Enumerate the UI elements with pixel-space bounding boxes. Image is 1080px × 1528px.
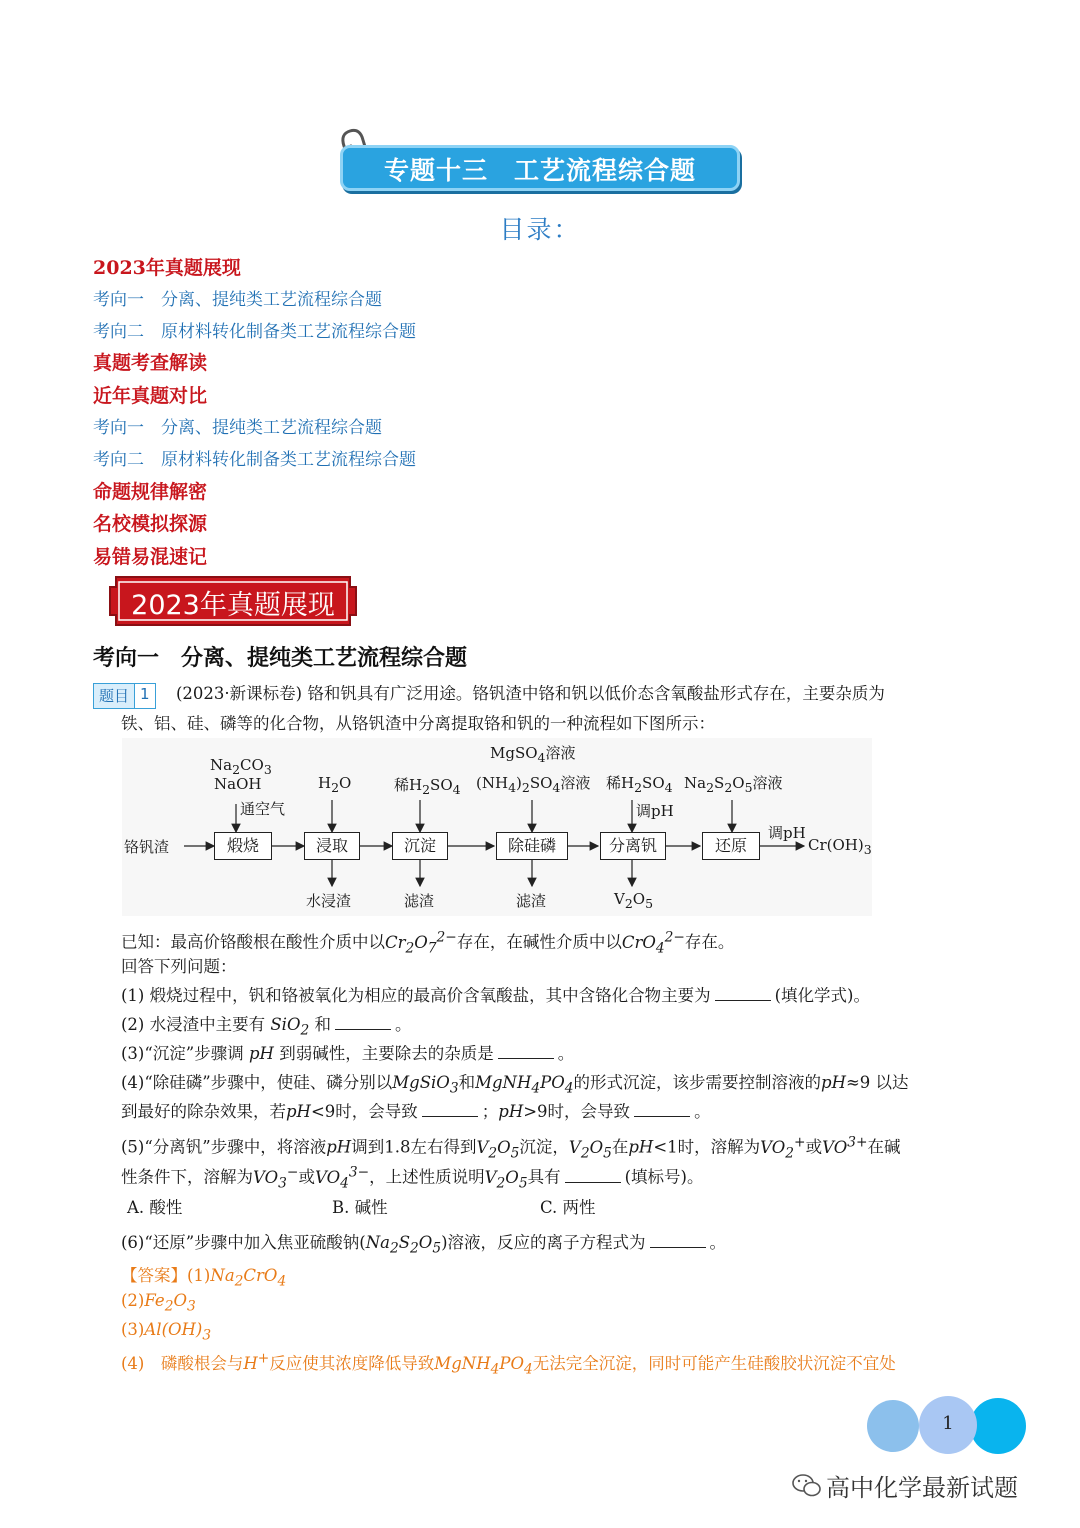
- subquestion-4-cont: 到最好的除杂效果，若pH<9时，会导致 ；pH>9时，会导致 。: [121, 1102, 711, 1121]
- footer-watermark: 高中化学最新试题: [792, 1468, 1018, 1505]
- toc-item[interactable]: 考向一 分离、提纯类工艺流程综合题: [93, 418, 382, 438]
- reagent-label: 调pH: [636, 802, 674, 820]
- answer-blank[interactable]: [335, 1015, 391, 1030]
- section-banner: [108, 573, 358, 629]
- reagent-label: NaOH: [214, 775, 262, 793]
- answer-blank[interactable]: [715, 986, 771, 1001]
- toc-item[interactable]: 考向二 原材料转化制备类工艺流程综合题: [93, 450, 416, 470]
- output-label: 滤渣: [404, 892, 435, 910]
- question-intro: (2023·新课标卷) 铬和钒具有广泛用途。铬钒渣中铬和钒以低价态含氧酸盐形式存在，主要杂质为: [176, 684, 885, 703]
- subquestion-3: (3)“沉淀”步骤调 pH 到弱碱性，主要除去的杂质是 。: [121, 1044, 575, 1063]
- flow-step: 还原: [702, 832, 760, 860]
- reagent-label: 稀$H_2SO_4$: [606, 774, 673, 795]
- process-flowchart: [122, 738, 872, 916]
- question-intro: 铁、铝、硅、磷等的化合物，从铬钒渣中分离提取铬和钒的一种流程如下图所示：: [121, 714, 715, 733]
- answer-2: $(2)Fe_2O_3$: [121, 1291, 196, 1315]
- section-banner-text: 2023年真题展现: [131, 590, 335, 621]
- option-b[interactable]: B. 碱性: [332, 1198, 388, 1217]
- output-label: $V_2O_5$: [614, 890, 654, 911]
- reagent-label: $(NH_4)_2SO_4$溶液: [476, 774, 591, 795]
- answer-blank[interactable]: [422, 1102, 478, 1117]
- flow-end: $Cr(OH)_3$: [808, 836, 872, 857]
- flow-step: 分离钒: [600, 832, 666, 860]
- toc-item[interactable]: 考向一 分离、提纯类工艺流程综合题: [93, 290, 382, 310]
- answer-1: 【答案】$(1)Na_2CrO_4$: [121, 1266, 287, 1290]
- reagent-label: 通空气: [240, 800, 286, 818]
- answer-blank[interactable]: [565, 1168, 621, 1183]
- answer-blank[interactable]: [650, 1233, 706, 1248]
- toc-item[interactable]: 2023年真题展现: [93, 257, 241, 279]
- answer-prompt: 回答下列问题：: [121, 957, 237, 976]
- subquestion-2: (2) 水浸渣中主要有 SiO$_2$ 和 。: [121, 1015, 412, 1039]
- subquestion-5: (5)“分离钒”步骤中，将溶液pH调到1.8左右得到$V_2O_5$沉淀，$V_2O_5$在pH<1时，溶解为$VO_2^+$或$VO^{3+}$在碱: [121, 1134, 901, 1161]
- question-tag: [93, 683, 156, 709]
- reagent-label: 稀$H_2SO_4$: [394, 776, 461, 797]
- decorative-circle: [970, 1398, 1026, 1454]
- flow-step: 除硅磷: [496, 832, 568, 860]
- page-title: 专题十三 工艺流程综合题: [383, 156, 696, 185]
- toc-title: 目录：: [499, 215, 581, 244]
- question-tag-label: 题目: [99, 687, 130, 705]
- direction-heading: 考向一 分离、提纯类工艺流程综合题: [93, 646, 468, 671]
- reagent-label: $Na_2CO_3$: [210, 756, 272, 777]
- reagent-label: 调pH: [768, 824, 806, 842]
- toc-item[interactable]: 命题规律解密: [93, 481, 208, 503]
- question-number: 1: [134, 684, 155, 708]
- title-banner: [340, 145, 740, 191]
- subquestion-6: (6)“还原”步骤中加入焦亚硫酸钠$(Na_2S_2O_5)$溶液，反应的离子方程式为 。: [121, 1233, 726, 1257]
- toc-item[interactable]: 易错易混速记: [93, 546, 208, 568]
- option-c[interactable]: C. 两性: [540, 1198, 596, 1217]
- output-label: 滤渣: [516, 892, 547, 910]
- wechat-icon: [792, 1473, 822, 1505]
- flow-step: 沉淀: [392, 832, 448, 860]
- subquestion-4: (4)“除硅磷”步骤中，使硅、磷分别以MgSiO$_3$和$MgNH_4PO_4$的形式沉淀，该步需要控制溶液的pH≈9 以达: [121, 1073, 909, 1097]
- answer-3: $(3)Al(OH)_3$: [121, 1320, 212, 1344]
- option-a[interactable]: A. 酸性: [127, 1198, 183, 1217]
- reagent-label: $H_2O$: [318, 774, 352, 795]
- toc-item[interactable]: 近年真题对比: [93, 385, 208, 407]
- toc-item[interactable]: 考向二 原材料转化制备类工艺流程综合题: [93, 322, 416, 342]
- flow-step: 浸取: [304, 832, 360, 860]
- flow-step: 煅烧: [214, 832, 272, 860]
- reagent-label: $Na_2S_2O_5$溶液: [684, 774, 783, 795]
- subquestion-1: (1) 煅烧过程中，钒和铬被氧化为相应的最高价含氧酸盐，其中含铬化合物主要为 (填化学式)。: [121, 986, 870, 1005]
- answer-blank[interactable]: [498, 1044, 554, 1059]
- subquestion-5-cont: 性条件下，溶解为$VO_3^-$或$VO_4^{3-}$，上述性质说明$V_2O_5$具有 (填标号)。: [121, 1164, 704, 1191]
- known-condition: 已知：最高价铬酸根在酸性介质中以$Cr_2O_7^{2-}$存在，在碱性介质中以CrO$_4^{2-}$存在。: [121, 929, 735, 956]
- toc-item[interactable]: 真题考查解读: [93, 352, 208, 374]
- page-number: 1: [942, 1413, 954, 1434]
- toc-item[interactable]: 名校模拟探源: [93, 513, 208, 535]
- answer-4: (4) 磷酸根会与H+反应使其浓度降低导致$MgNH_4PO_4$无法完全沉淀，同时可能产生硅酸胶状沉淀不宜处: [121, 1350, 896, 1378]
- flow-start: 铬钒渣: [124, 838, 170, 856]
- reagent-label: MgSO$_4$溶液: [490, 744, 576, 765]
- answer-blank[interactable]: [634, 1102, 690, 1117]
- decorative-circle: [867, 1400, 919, 1452]
- output-label: 水浸渣: [306, 892, 352, 910]
